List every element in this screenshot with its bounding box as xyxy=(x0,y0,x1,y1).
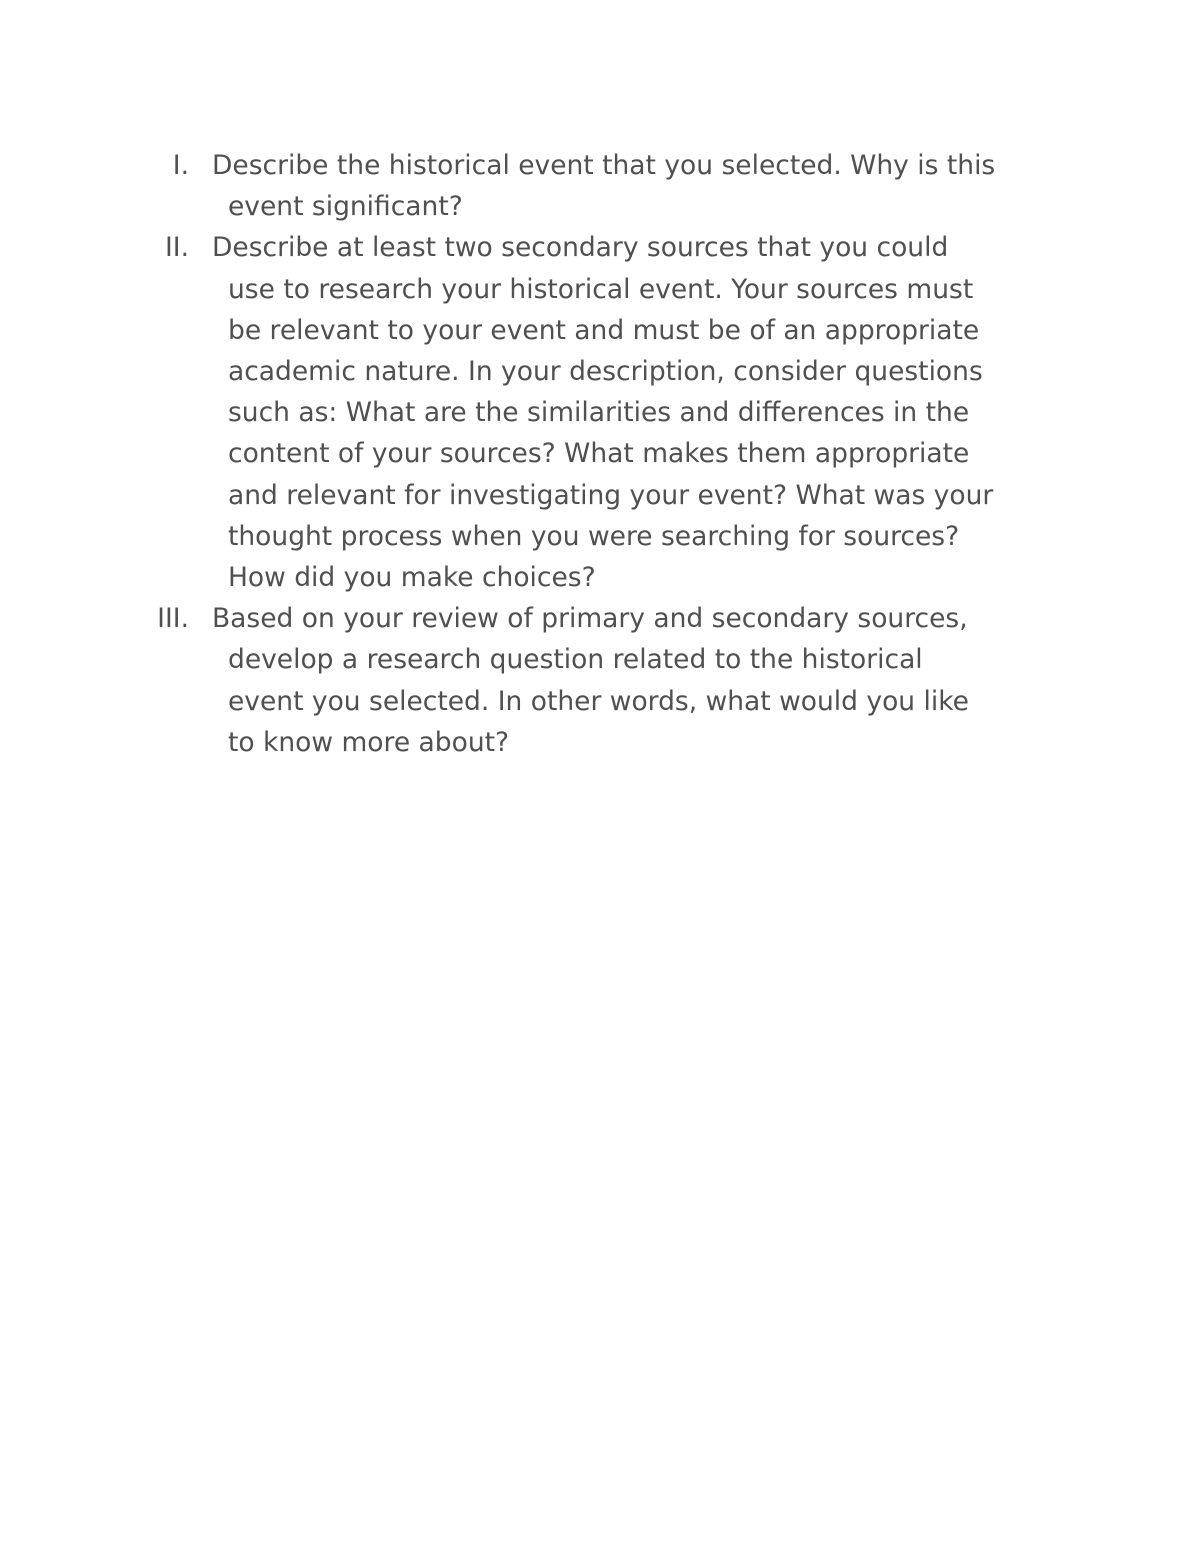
text-line: How did you make choices? xyxy=(228,562,596,594)
text-line: Describe at least two secondary sources that you could xyxy=(212,232,949,264)
numbered-list xyxy=(0,145,1200,763)
list-number: I. xyxy=(172,150,189,181)
text-line: to know more about? xyxy=(228,726,510,758)
list-number: III. xyxy=(157,603,189,635)
text-line: and relevant for investigating your event? What was your xyxy=(228,479,994,511)
list-item xyxy=(0,598,1200,763)
text-line: event you selected. In other words, what would you like xyxy=(228,685,969,717)
text-line: academic nature. In your description, consider questions xyxy=(228,356,983,388)
list-number: II. xyxy=(164,232,189,264)
list-item-text xyxy=(212,145,1062,227)
list-item-text xyxy=(212,598,1062,763)
text-line: use to research your historical event. Your sources must xyxy=(228,273,974,305)
text-line: such as: What are the similarities and differences in the xyxy=(228,397,970,429)
text-line: Describe the historical event that you selected. Why is this xyxy=(212,150,996,181)
list-item-text xyxy=(212,227,1062,598)
text-line: be relevant to your event and must be of an appropriate xyxy=(228,314,980,346)
text-line: develop a research question related to the historical xyxy=(228,644,923,676)
list-item xyxy=(0,145,1200,227)
text-line: content of your sources? What makes them appropriate xyxy=(228,438,970,470)
text-line: event significant? xyxy=(228,191,463,223)
text-line: thought process when you were searching for sources? xyxy=(228,520,960,552)
list-item xyxy=(0,227,1200,598)
text-line: Based on your review of primary and secondary sources, xyxy=(212,603,968,635)
